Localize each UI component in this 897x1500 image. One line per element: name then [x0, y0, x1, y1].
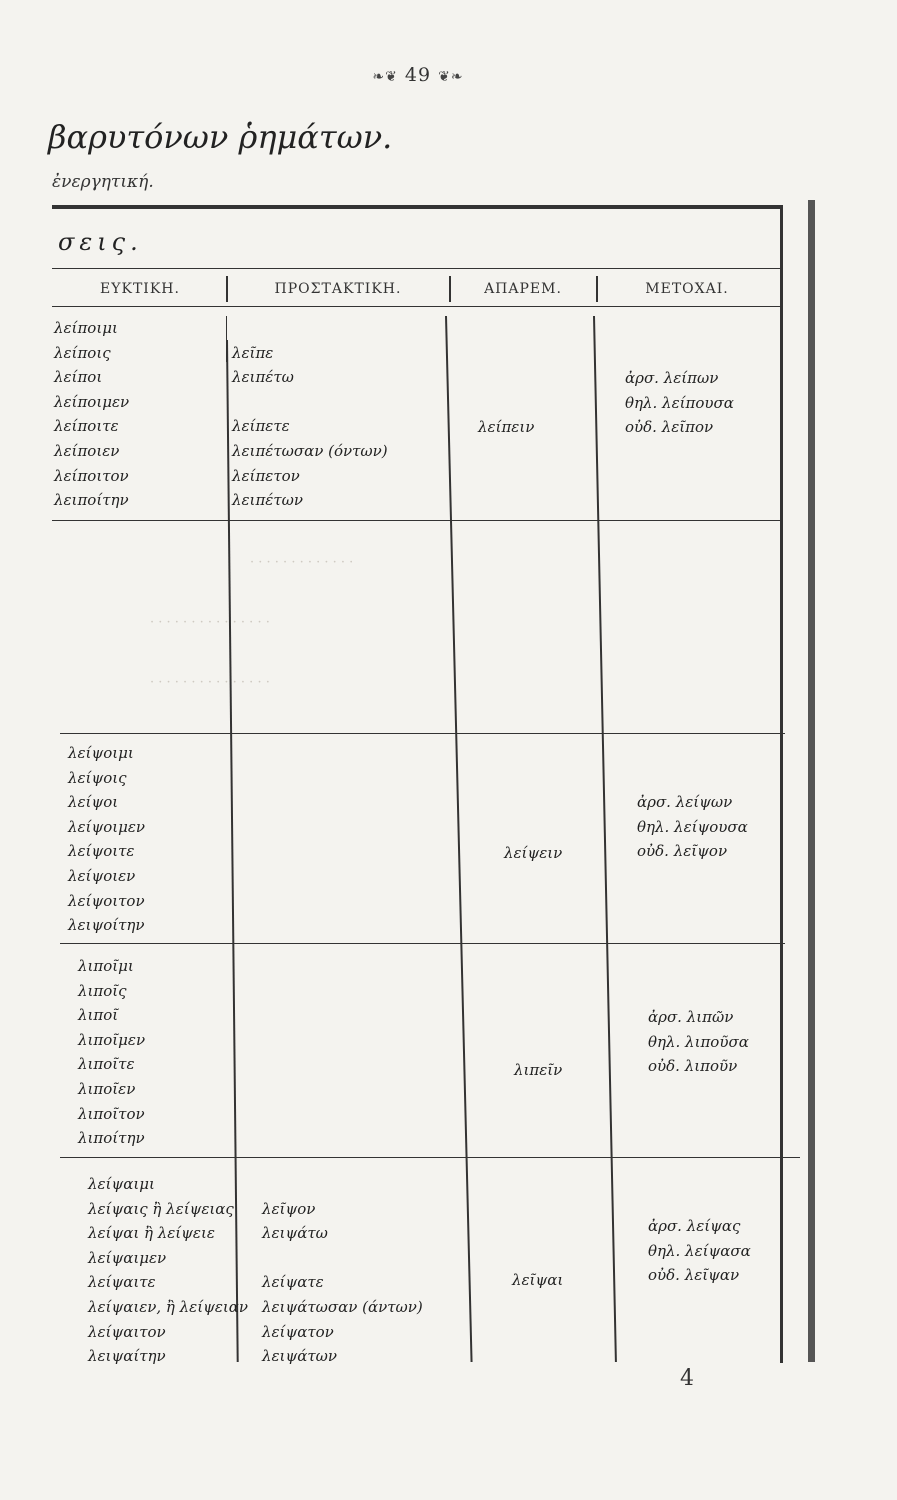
imperative-form — [232, 390, 388, 415]
participle-form: οὐδ. λεῖπον — [625, 418, 714, 437]
optative-group-4 — [88, 1172, 248, 1369]
imperative-form: λειπέτων — [232, 491, 303, 510]
optative-form: λιποῖ — [78, 1006, 119, 1025]
imperative-group-4 — [262, 1172, 423, 1369]
optative-form: λιποῖτε — [78, 1055, 135, 1074]
imperative-form — [232, 316, 388, 341]
optative-group-2 — [68, 741, 145, 938]
optative-form: λιποῖμι — [78, 957, 134, 975]
participles-group-2 — [637, 790, 748, 864]
participles-group-4 — [648, 1214, 751, 1288]
optative-form: λιποῖς — [78, 981, 127, 1000]
optative-form: λείποιμεν — [54, 392, 130, 411]
participle-form: ἀρσ. λείπων — [625, 369, 719, 387]
participle-form: οὐδ. λιποῦν — [648, 1057, 738, 1076]
header-divider — [226, 276, 228, 302]
header-divider — [449, 276, 451, 302]
participle-form: ἀρσ. λείψων — [637, 793, 733, 811]
participle-form: θηλ. λείψασα — [648, 1241, 751, 1260]
optative-form: λείψαιμεν — [88, 1248, 167, 1267]
optative-form: λείψοιμι — [68, 744, 134, 762]
page-edge-rule — [808, 200, 815, 1362]
imperative-form — [262, 1246, 423, 1271]
imperative-form: λείπετον — [232, 466, 300, 485]
column-header-imperative: ΠΡΟΣΤΑΚΤΙΚΗ. — [274, 281, 402, 297]
imperative-form: λείψατον — [262, 1322, 334, 1341]
show-through-text: · · · · · · · · · · · · · · · — [150, 675, 270, 690]
optative-form: λειψοίτην — [68, 916, 145, 935]
optative-form: λείψαιτε — [88, 1273, 156, 1292]
optative-group-1 — [54, 316, 129, 513]
imperative-form: λειψάτωσαν (άντων) — [262, 1297, 423, 1316]
optative-form: λείψοιεν — [68, 866, 136, 885]
page-title: βαρυτόνων ῥημάτων. — [48, 118, 393, 156]
header-divider — [596, 276, 598, 302]
page-number — [318, 64, 518, 86]
optative-form: λιποῖμεν — [78, 1030, 146, 1049]
optative-form: λείψοιτον — [68, 891, 145, 910]
optative-form: λείποιμι — [54, 319, 118, 337]
group-separator — [52, 520, 782, 521]
optative-form: λιποῖεν — [78, 1079, 136, 1098]
column-header-participles: ΜΕΤΟΧΑΙ. — [645, 281, 729, 297]
imperative-form: λείπετε — [232, 417, 290, 436]
infinitive-group-2: λείψειν — [504, 844, 563, 862]
ornament-right-icon: ❦❧ — [438, 69, 464, 85]
optative-form: λείποιεν — [54, 441, 120, 460]
participle-form: οὐδ. λεῖψον — [637, 842, 728, 861]
section-heading: σεις. — [58, 228, 143, 256]
optative-form: λείψοις — [68, 768, 127, 787]
imperative-form: λειπέτω — [232, 368, 294, 387]
participles-group-3 — [648, 1005, 749, 1079]
infinitive-group-1: λείπειν — [478, 418, 535, 436]
participle-form: οὐδ. λεῖψαν — [648, 1266, 740, 1285]
group-separator — [60, 733, 785, 734]
header-bottom-rule — [52, 306, 782, 307]
group-separator — [60, 1157, 800, 1158]
ornament-left-icon: ❧❦ — [372, 69, 398, 85]
voice-subtitle: ἐνεργητική. — [52, 172, 154, 192]
optative-form: λείψοιμεν — [68, 817, 146, 836]
optative-form: λειψαίτην — [88, 1347, 166, 1366]
optative-form: λιποίτην — [78, 1129, 145, 1148]
imperative-form: λειψάτων — [262, 1347, 337, 1366]
optative-form: λειποίτην — [54, 491, 129, 510]
optative-form: λείποιτε — [54, 417, 119, 436]
imperative-form: λειπέτωσαν (όντων) — [232, 441, 388, 460]
participles-group-1 — [625, 366, 734, 440]
signature-mark: 4 — [680, 1366, 694, 1391]
optative-form: λείψαις ἢ λείψειας — [88, 1199, 234, 1218]
optative-form: λείψοι — [68, 793, 119, 812]
optative-form: λείψαιτον — [88, 1322, 166, 1341]
optative-form: λείποι — [54, 368, 103, 387]
group-separator — [60, 943, 785, 944]
participle-form: θηλ. λιποῦσα — [648, 1032, 749, 1051]
table-right-border — [780, 205, 783, 1363]
optative-form: λιποῖτον — [78, 1104, 145, 1123]
show-through-text: · · · · · · · · · · · · · — [250, 555, 354, 570]
optative-form: λείψοιτε — [68, 842, 135, 861]
imperative-form — [262, 1172, 423, 1197]
optative-form: λείψαι ἢ λείψειε — [88, 1224, 215, 1243]
participle-form: ἀρσ. λείψας — [648, 1217, 741, 1235]
imperative-form: λείψατε — [262, 1273, 324, 1292]
imperative-group-1 — [232, 316, 388, 513]
show-through-text: · · · · · · · · · · · · · · · — [150, 615, 270, 630]
participle-form: θηλ. λείπουσα — [625, 393, 734, 412]
imperative-form: λεῖπε — [232, 343, 274, 362]
optative-form: λείποις — [54, 343, 111, 362]
participle-form: ἀρσ. λιπῶν — [648, 1008, 734, 1026]
page-number-value: 49 — [404, 64, 432, 86]
participle-form: θηλ. λείψουσα — [637, 817, 748, 836]
infinitive-group-4: λεῖψαι — [512, 1271, 564, 1289]
column-header-optative: ΕΥΚΤΙΚΗ. — [100, 281, 180, 297]
imperative-form: λεῖψον — [262, 1199, 316, 1218]
optative-form: λείψαιεν, ἢ λείψειαν — [88, 1297, 249, 1316]
infinitive-group-3: λιπεῖν — [514, 1061, 563, 1079]
column-header-infinitive: ΑΠΑΡΕΜ. — [484, 281, 562, 297]
header-top-rule — [52, 268, 782, 269]
optative-form: λείποιτον — [54, 466, 129, 485]
imperative-form: λειψάτω — [262, 1224, 328, 1243]
optative-group-3 — [78, 954, 145, 1151]
optative-form: λείψαιμι — [88, 1175, 155, 1193]
